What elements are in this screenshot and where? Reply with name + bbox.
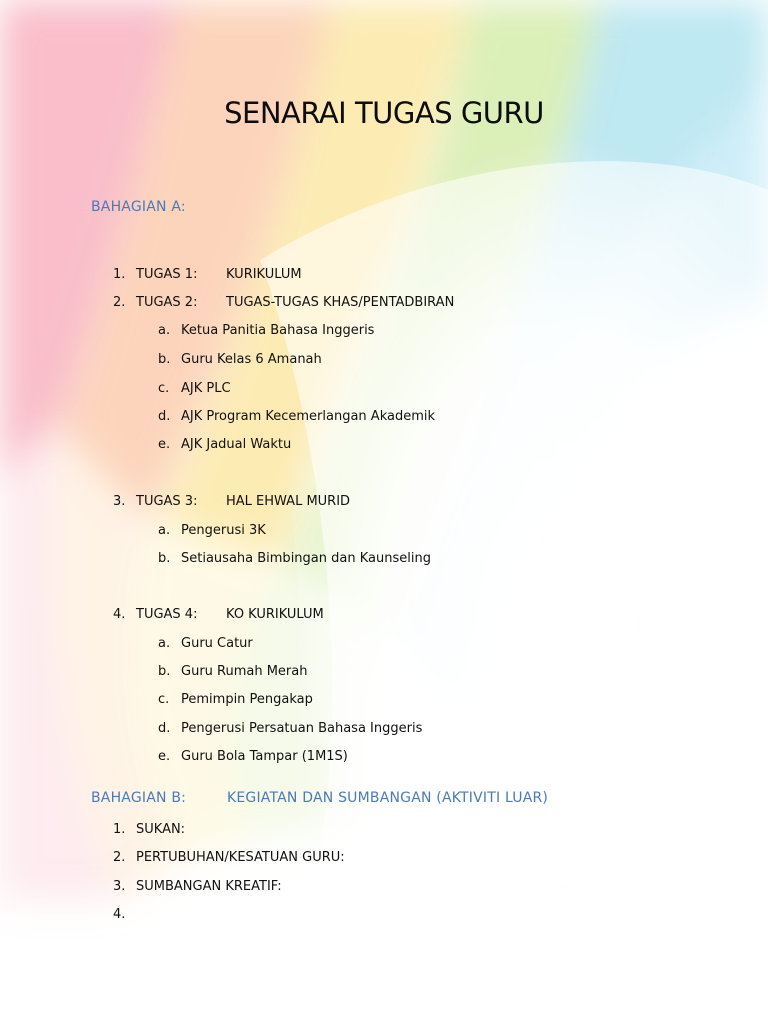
item-text: Guru Rumah Merah bbox=[181, 664, 308, 679]
item-letter: b. bbox=[158, 664, 171, 679]
item-letter: d. bbox=[158, 721, 171, 736]
item-text: Pengerusi Persatuan Bahasa Inggeris bbox=[181, 721, 423, 736]
item-letter: a. bbox=[158, 323, 171, 338]
item-letter: e. bbox=[158, 437, 171, 452]
item-letter: b. bbox=[158, 352, 171, 367]
item-number: 2. bbox=[113, 850, 126, 865]
item-letter: c. bbox=[158, 692, 170, 707]
item-letter: a. bbox=[158, 523, 171, 538]
section-a-label: BAHAGIAN A: bbox=[91, 199, 186, 215]
item-text: Setiausaha Bimbingan dan Kaunseling bbox=[181, 551, 431, 566]
item-text: SUMBANGAN KREATIF: bbox=[136, 879, 282, 894]
task-value: KO KURIKULUM bbox=[226, 607, 324, 622]
item-letter: d. bbox=[158, 409, 171, 424]
item-text: Guru Kelas 6 Amanah bbox=[181, 352, 322, 367]
section-a-heading bbox=[91, 199, 186, 215]
task-value: KURIKULUM bbox=[226, 267, 302, 282]
task-label: TUGAS 4: bbox=[136, 607, 198, 622]
task-value: TUGAS-TUGAS KHAS/PENTADBIRAN bbox=[226, 295, 455, 310]
section-b-subheading: KEGIATAN DAN SUMBANGAN (AKTIVITI LUAR) bbox=[227, 790, 549, 806]
item-number: 1. bbox=[113, 822, 126, 837]
item-text: AJK Jadual Waktu bbox=[181, 437, 292, 452]
task-value: HAL EHWAL MURID bbox=[226, 494, 351, 509]
task-label: TUGAS 2: bbox=[136, 295, 198, 310]
item-text: AJK Program Kecemerlangan Akademik bbox=[181, 409, 436, 424]
item-letter: c. bbox=[158, 381, 170, 396]
task-label: TUGAS 3: bbox=[136, 494, 198, 509]
task-number: 2. bbox=[113, 295, 126, 310]
task-number: 3. bbox=[113, 494, 126, 509]
item-text: Ketua Panitia Bahasa Inggeris bbox=[181, 323, 375, 338]
item-number: 4. bbox=[113, 907, 126, 922]
task-number: 1. bbox=[113, 267, 126, 282]
item-letter: e. bbox=[158, 749, 171, 764]
section-b-heading bbox=[91, 790, 549, 806]
item-text: PERTUBUHAN/KESATUAN GURU: bbox=[136, 850, 345, 865]
item-text: Pemimpin Pengakap bbox=[181, 692, 313, 707]
item-letter: a. bbox=[158, 636, 171, 651]
item-text: Guru Catur bbox=[181, 636, 253, 651]
item-text: SUKAN: bbox=[136, 822, 186, 837]
page-title: SENARAI TUGAS GURU bbox=[224, 96, 544, 130]
item-text: Guru Bola Tampar (1M1S) bbox=[181, 749, 348, 764]
task-label: TUGAS 1: bbox=[136, 267, 198, 282]
item-number: 3. bbox=[113, 879, 126, 894]
item-text: AJK PLC bbox=[181, 381, 231, 396]
item-text: Pengerusi 3K bbox=[181, 523, 266, 538]
item-letter: b. bbox=[158, 551, 171, 566]
task-number: 4. bbox=[113, 607, 126, 622]
section-b-label: BAHAGIAN B: bbox=[91, 790, 187, 806]
